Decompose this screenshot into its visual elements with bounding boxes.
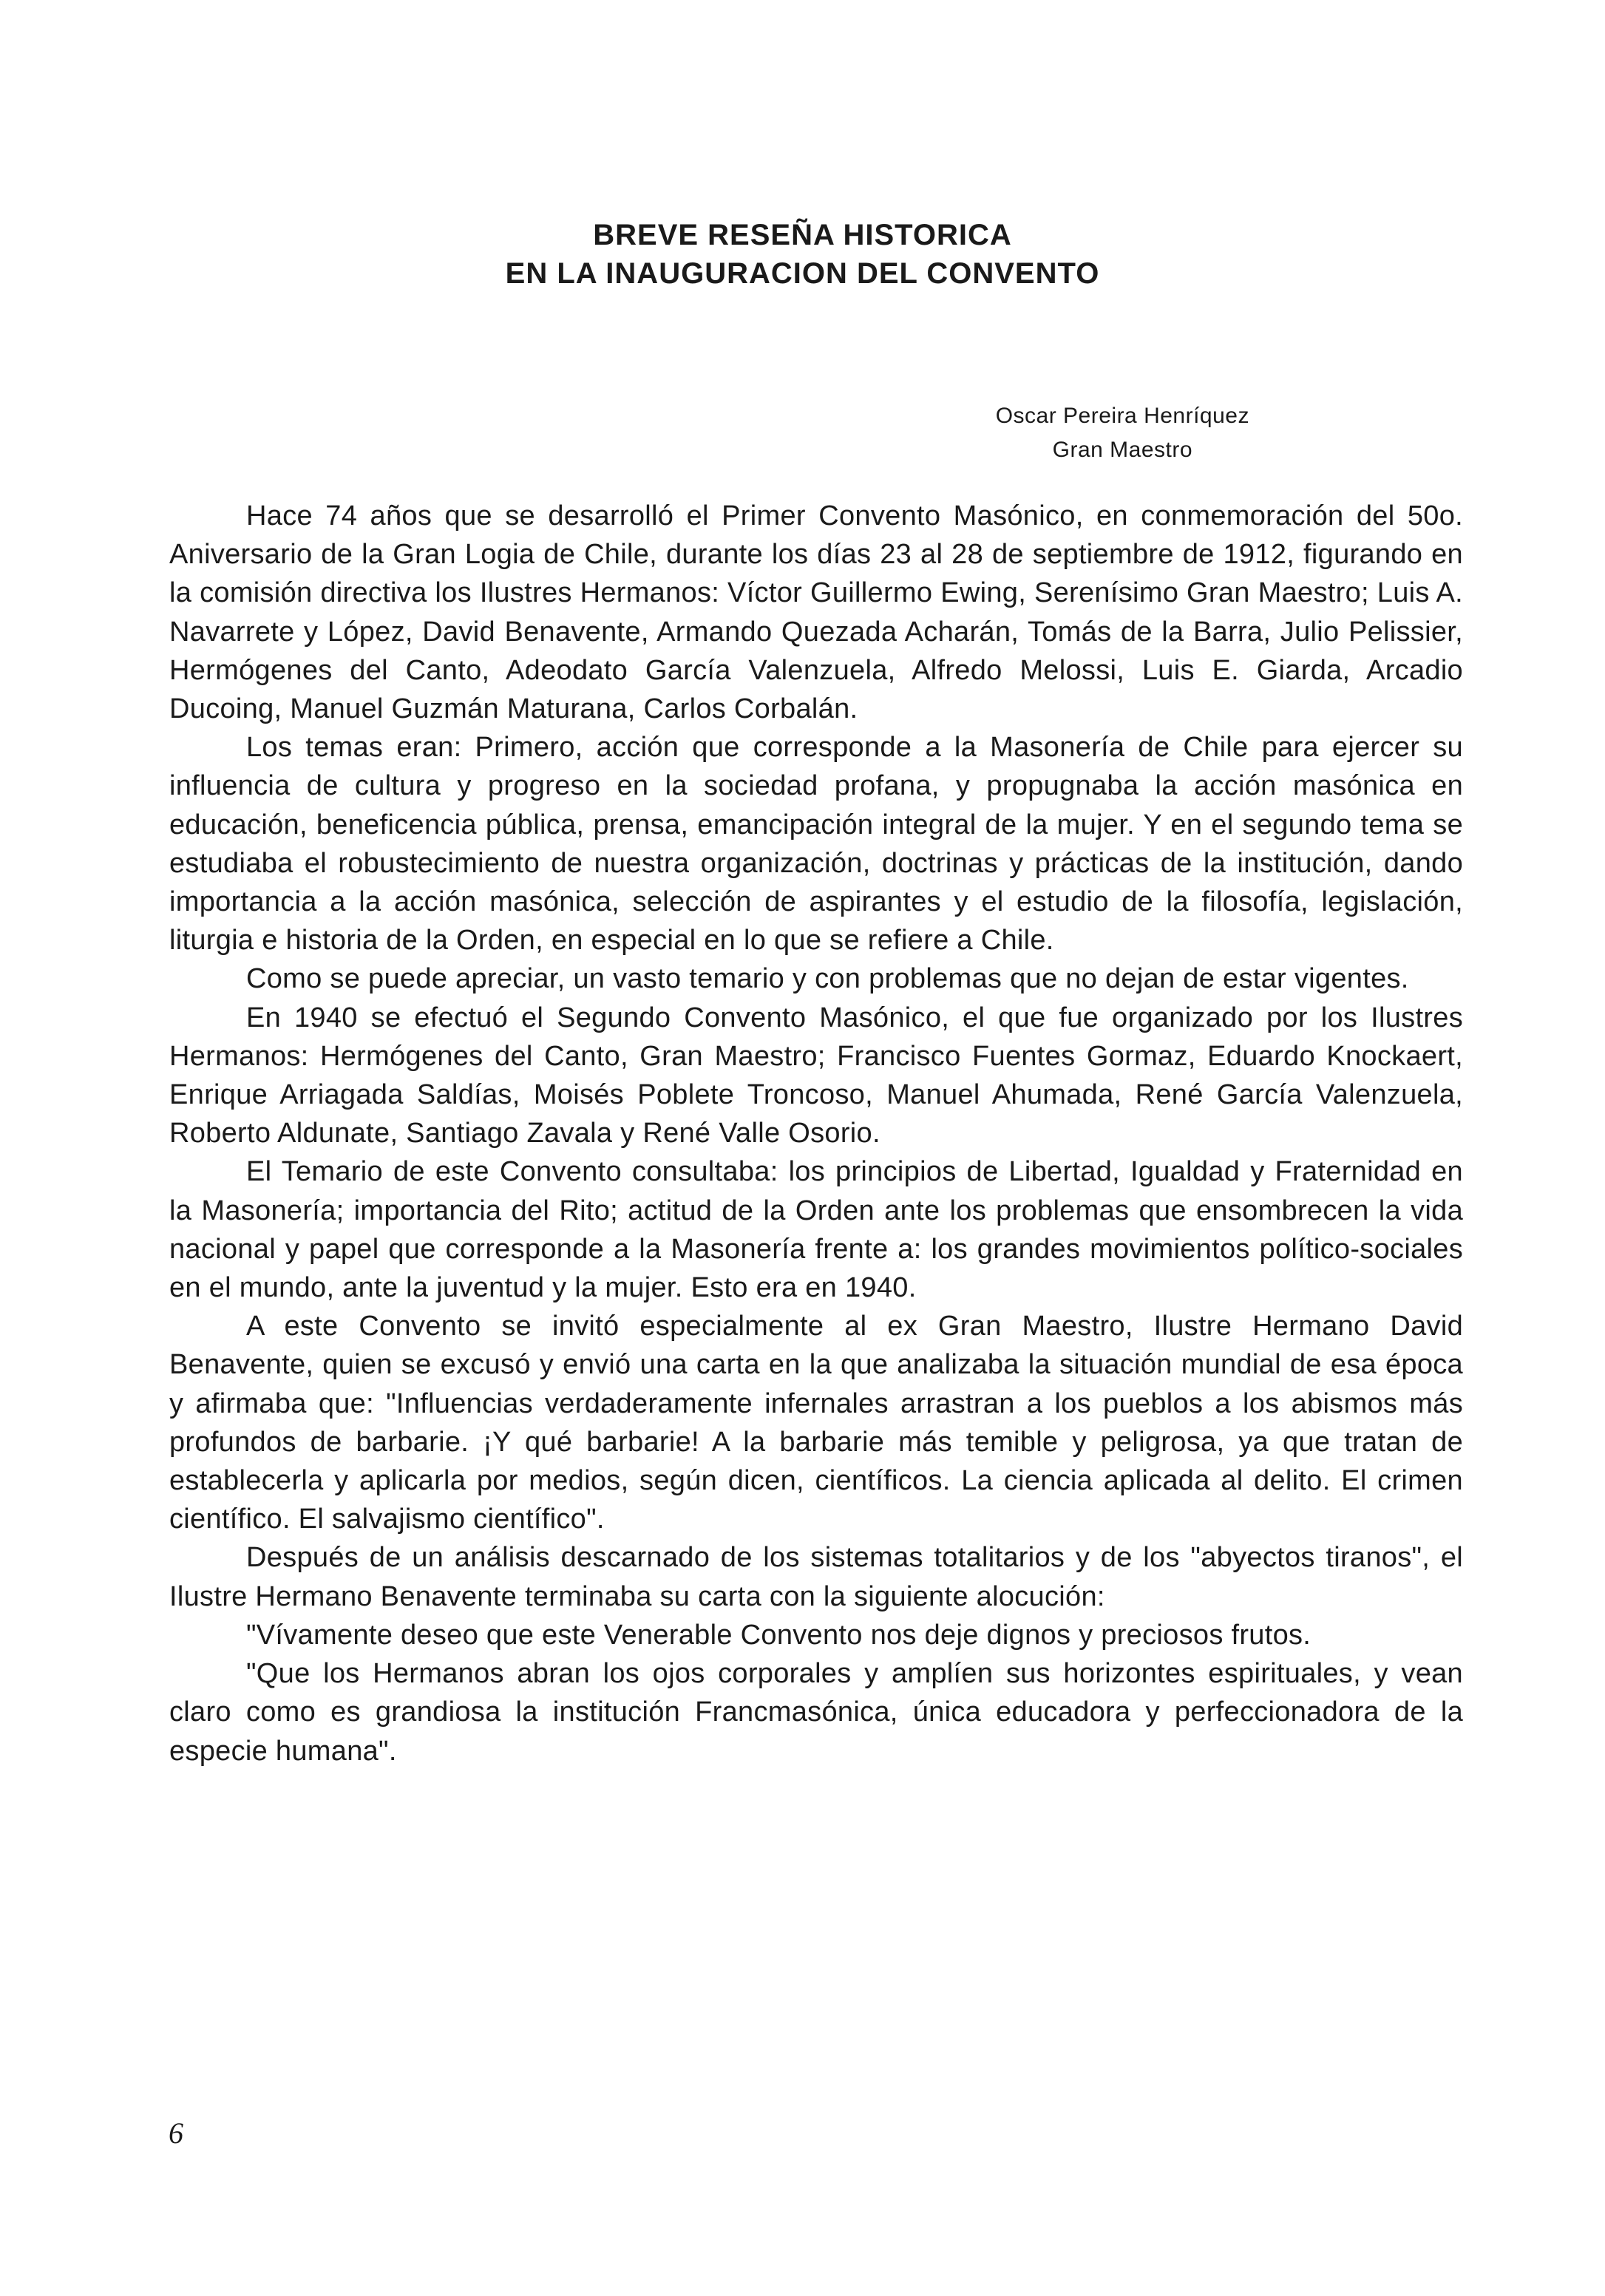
author-name: Oscar Pereira Henríquez	[995, 404, 1249, 428]
paragraph: A este Convento se invitó especialmente al ex Gran Maestro, Ilustre Hermano David Benavente, quien se excusó y envió una carta en la que analizaba la situación mundial de esa época y afirmaba que: "Influencias verdaderamente infernales arrastran a los pueblos a los abismos más profundos de barbarie. ¡Y qué barbarie! A la barbarie más temible y peligrosa, ya que tratan de establecerla y aplicarla por medios, según dicen, científicos. La ciencia aplicada al delito. El crimen científico. El salvajismo científico".	[169, 1311, 1463, 1535]
paragraph: Después de un análisis descarnado de los sistemas totalitarios y de los "abyectos tiranos", el Ilustre Hermano Benavente terminaba su carta con la siguiente alocución:	[169, 1542, 1463, 1612]
paragraph: Hace 74 años que se desarrolló el Primer Convento Masónico, en conmemoración del 50o. Aniversario de la Gran Logia de Chile, durante los días 23 al 28 de septiembre de 1912, figurando en la comisión directiva los Ilustres Hermanos: Víctor Guillermo Ewing, Serenísimo Gran Maestro; Luis A. Navarrete y López, David Benavente, Armando Quezada Acharán, Tomás de la Barra, Julio Pelissier, Hermógenes del Canto, Adeodato García Valenzuela, Alfredo Melossi, Luis E. Giarda, Arcadio Ducoing, Manuel Guzmán Maturana, Carlos Corbalán.	[169, 500, 1463, 725]
paragraph: El Temario de este Convento consultaba: los principios de Libertad, Igualdad y Fraternidad en la Masonería; importancia del Rito; actitud de la Orden ante los problemas que ensombrecen la vida nacional y papel que corresponde a la Masonería frente a: los grandes movimientos político-sociales en el mundo, ante la juventud y la mujer. Esto era en 1940.	[169, 1156, 1463, 1304]
article-title	[0, 216, 1605, 293]
title-line-1: BREVE RESEÑA HISTORICA	[593, 219, 1012, 251]
article-body	[169, 497, 1463, 1770]
paragraph: "Vívamente deseo que este Venerable Convento nos deje dignos y preciosos frutos.	[246, 1619, 1312, 1651]
author-role: Gran Maestro	[1052, 438, 1193, 462]
paragraph: En 1940 se efectuó el Segundo Convento Masónico, el que fue organizado por los Ilustres Hermanos: Hermógenes del Canto, Gran Maestro; Francisco Fuentes Gormaz, Eduardo Knockaert, Enrique Arriagada Saldías, Moisés Poblete Troncoso, Manuel Ahumada, René García Valenzuela, Roberto Aldunate, Santiago Zavala y René Valle Osorio.	[169, 1002, 1463, 1149]
paragraph: Los temas eran: Primero, acción que corresponde a la Masonería de Chile para ejercer su influencia de cultura y progreso en la sociedad profana, y propugnaba la acción masónica en educación, beneficencia pública, prensa, emancipación integral de la mujer. Y en el segundo tema se estudiaba el robustecimiento de nuestra organización, doctrinas y prácticas de la institución, dando importancia a la acción masónica, selección de aspirantes y el estudio de la filosofía, legislación, liturgia e historia de la Orden, en especial en lo que se refiere a Chile.	[169, 732, 1463, 957]
page-number: 6	[169, 2116, 183, 2150]
author-byline	[996, 399, 1249, 467]
paragraph: Como se puede apreciar, un vasto temario y con problemas que no dejan de estar vigentes.	[246, 963, 1409, 995]
paragraph: "Que los Hermanos abran los ojos corporales y amplíen sus horizontes espirituales, y vean claro como es grandiosa la institución Francmasónica, única educadora y perfeccionadora de la especie humana".	[169, 1658, 1463, 1767]
title-line-2: EN LA INAUGURACION DEL CONVENTO	[505, 257, 1100, 290]
